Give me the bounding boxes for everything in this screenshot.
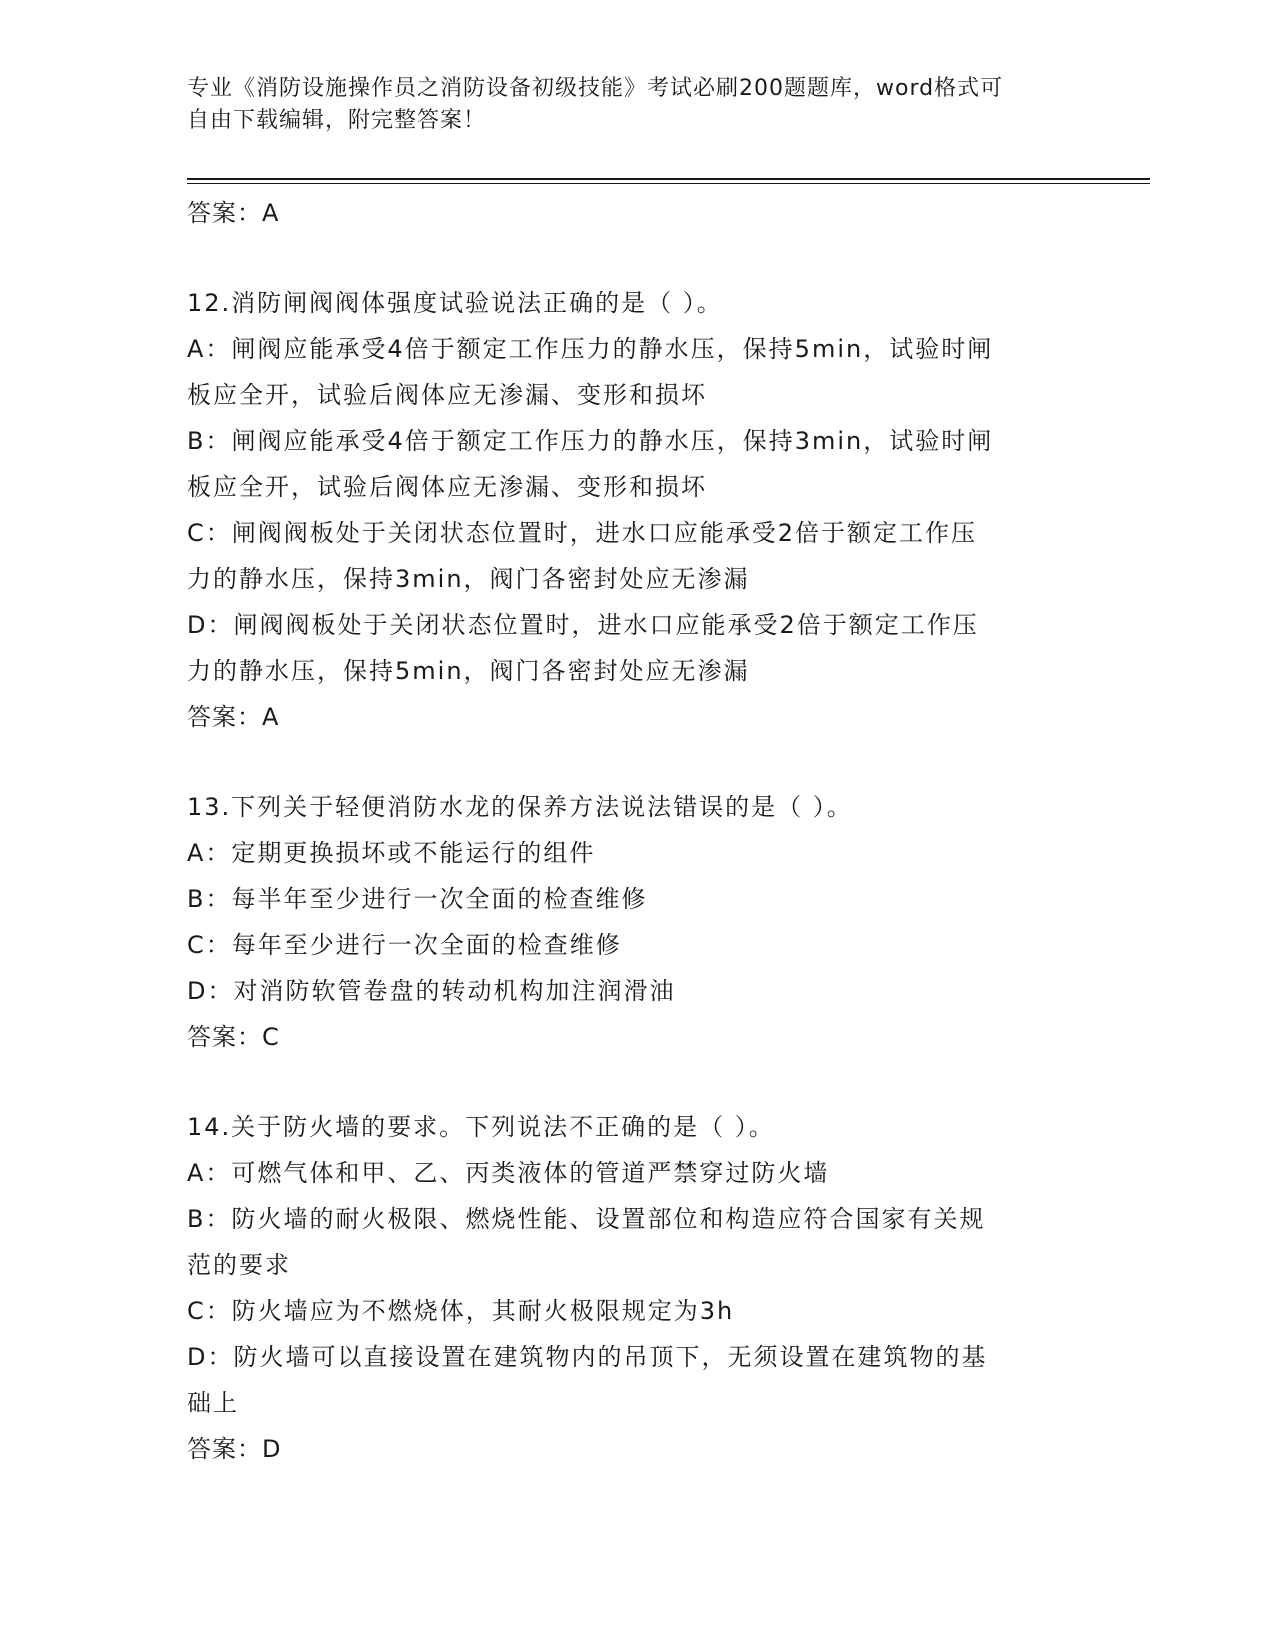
option-b: B：每半年至少进行一次全面的检查维修 <box>187 885 648 913</box>
option-b-line-2: 板应全开，试验后阀体应无渗漏、变形和损坏 <box>187 473 707 501</box>
header-divider-thick <box>187 178 1150 180</box>
header-line-2: 自由下载编辑，附完整答案！ <box>187 108 487 133</box>
option-c-line-1: C：闸阀阀板处于关闭状态位置时，进水口应能承受2倍于额定工作压 <box>187 519 978 547</box>
question-stem: 13.下列关于轻便消防水龙的保养方法说法错误的是（ ）。 <box>187 793 853 821</box>
answer: 答案：C <box>187 1023 280 1051</box>
option-a: A：可燃气体和甲、乙、丙类液体的管道严禁穿过防火墙 <box>187 1159 830 1187</box>
option-b-line-1: B：防火墙的耐火极限、燃烧性能、设置部位和构造应符合国家有关规 <box>187 1205 986 1233</box>
option-a-line-1: A：闸阀应能承受4倍于额定工作压力的静水压，保持5min，试验时闸 <box>187 335 994 363</box>
question-12 <box>187 280 1087 740</box>
answer: 答案：A <box>187 703 280 731</box>
option-d-line-1: D：闸阀阀板处于关闭状态位置时，进水口应能承受2倍于额定工作压 <box>187 611 979 639</box>
option-d-line-2: 础上 <box>187 1389 239 1417</box>
document-header <box>187 73 1087 137</box>
previous-answer: 答案：A <box>187 199 280 227</box>
option-d-line-2: 力的静水压，保持5min，阀门各密封处应无渗漏 <box>187 657 750 685</box>
option-b-line-2: 范的要求 <box>187 1251 291 1279</box>
question-stem: 12.消防闸阀阀体强度试验说法正确的是（ ）。 <box>187 289 723 317</box>
question-stem: 14.关于防火墙的要求。下列说法不正确的是（ ）。 <box>187 1113 775 1141</box>
option-a-line-2: 板应全开，试验后阀体应无渗漏、变形和损坏 <box>187 381 707 409</box>
header-line-1: 专业《消防设施操作员之消防设备初级技能》考试必刷200题题库，word格式可 <box>187 76 1004 101</box>
answer: 答案：D <box>187 1435 282 1463</box>
question-13 <box>187 784 1087 1060</box>
option-c: C：防火墙应为不燃烧体，其耐火极限规定为3h <box>187 1297 735 1325</box>
option-d-line-1: D：防火墙可以直接设置在建筑物内的吊顶下，无须设置在建筑物的基 <box>187 1343 988 1371</box>
option-c: C：每年至少进行一次全面的检查维修 <box>187 931 622 959</box>
option-d: D：对消防软管卷盘的转动机构加注润滑油 <box>187 977 676 1005</box>
document-body <box>187 190 1087 1472</box>
option-b-line-1: B：闸阀应能承受4倍于额定工作压力的静水压，保持3min，试验时闸 <box>187 427 994 455</box>
question-14 <box>187 1104 1087 1472</box>
option-c-line-2: 力的静水压，保持3min，阀门各密封处应无渗漏 <box>187 565 750 593</box>
option-a: A：定期更换损坏或不能运行的组件 <box>187 839 596 867</box>
header-divider-thin <box>187 183 1150 184</box>
